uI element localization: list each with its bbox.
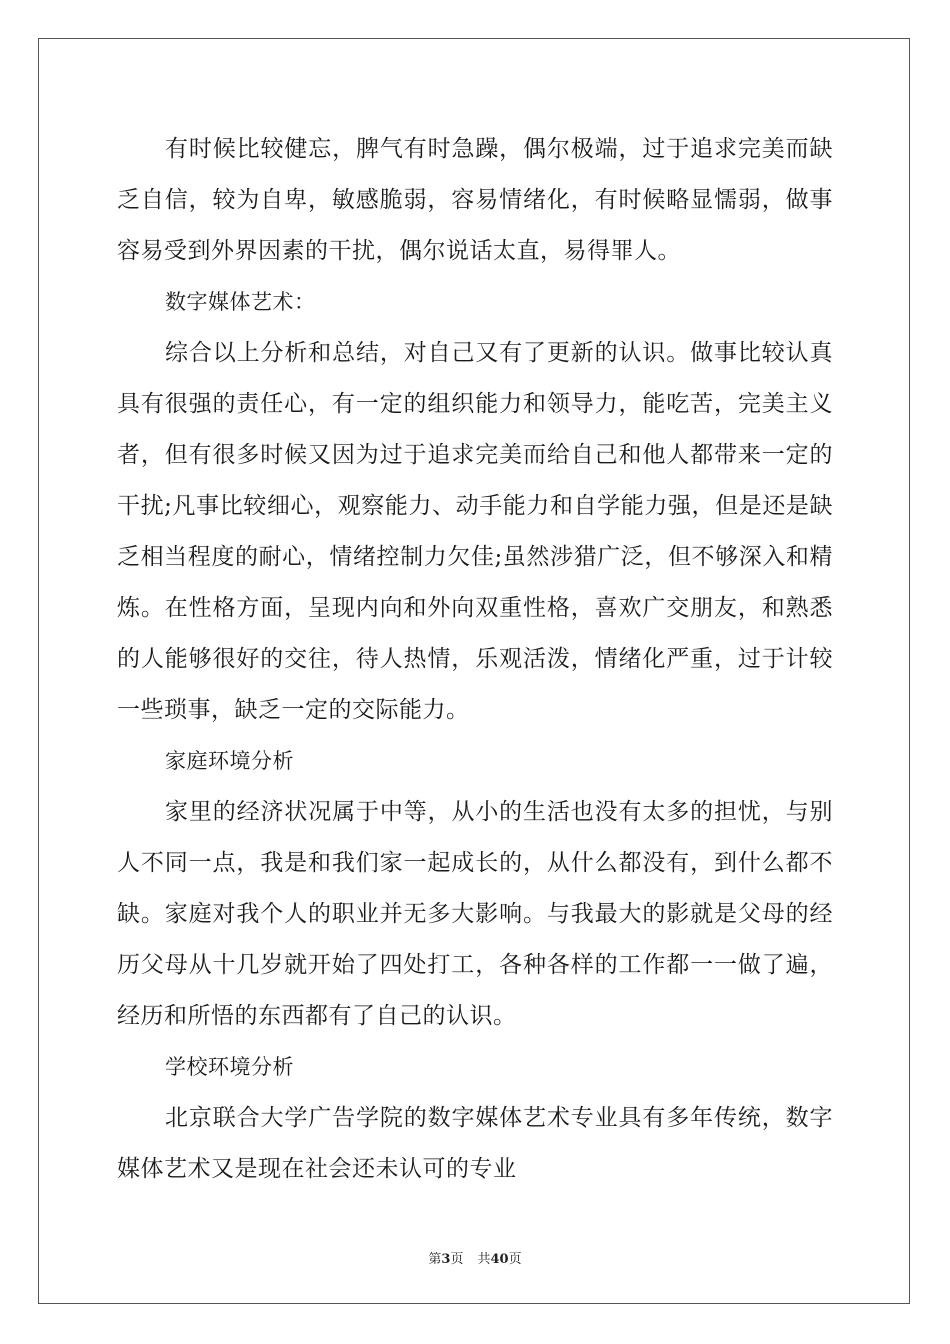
page-prefix: 第 [428,1252,442,1267]
paragraph-school-environment: 北京联合大学广告学院的数字媒体艺术专业具有多年传统，数字媒体艺术又是现在社会还未认可的专业 [117,1105,833,1182]
total-prefix: 共 [477,1252,491,1267]
section-heading-family-environment: 家庭环境分析 [165,749,294,773]
paragraph-personality-weaknesses: 有时候比较健忘，脾气有时急躁，偶尔极端，过于追求完美而缺乏自信，较为自卑，敏感脆弱，容易情绪化，有时候略显懦弱，做事容易受到外界因素的干扰，偶尔说话太直，易得罪人。 [117,136,833,264]
section-heading-digital-media-art: 数字媒体艺术： [165,290,316,314]
page-number: 3 [441,1252,451,1267]
total-suffix: 页 [508,1252,522,1267]
page-footer [0,1248,950,1267]
page-suffix: 页 [450,1252,464,1267]
document-body [117,124,833,1195]
total-pages: 40 [490,1252,509,1267]
paragraph-family-environment: 家里的经济状况属于中等，从小的生活也没有太多的担忧，与别人不同一点，我是和我们家一起成长的，从什么都没有，到什么都不缺。家庭对我个人的职业并无多大影响。与我最大的影就是父母的经历父母从十几岁就开始了四处打工，各种各样的工作都一一做了遍，经历和所悟的东西都有了自己的认识。 [117,799,833,1029]
section-heading-school-environment: 学校环境分析 [165,1055,294,1079]
paragraph-self-summary: 综合以上分析和总结，对自己又有了更新的认识。做事比较认真具有很强的责任心，有一定的组织能力和领导力，能吃苦，完美主义者，但有很多时候又因为过于追求完美而给自己和他人都带来一定的干扰;凡事比较细心，观察能力、动手能力和自学能力强，但是还是缺乏相当程度的耐心，情绪控制力欠佳;虽然涉猎广泛，但不够深入和精炼。在性格方面，呈现内向和外向双重性格，喜欢广交朋友，和熟悉的人能够很好的交往，待人热情，乐观活泼，情绪化严重，过于计较一些琐事，缺乏一定的交际能力。 [117,340,833,723]
